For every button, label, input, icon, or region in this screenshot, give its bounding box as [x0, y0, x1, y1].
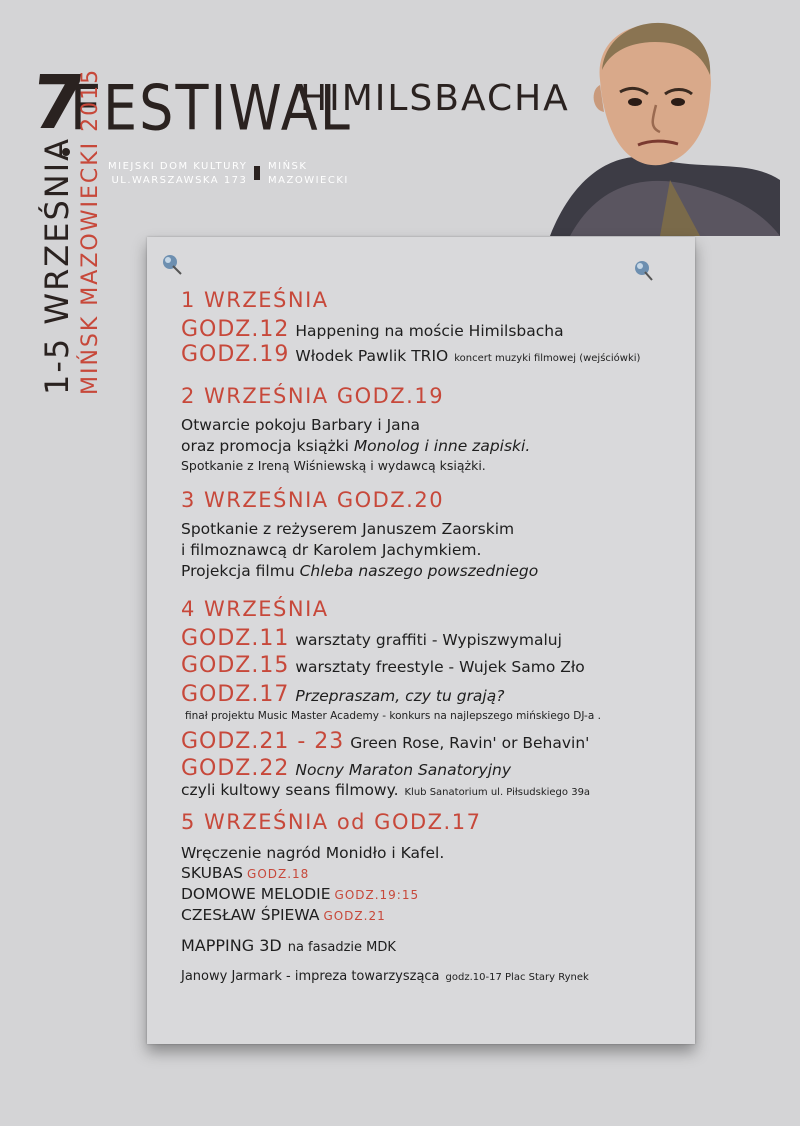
venue-city: [268, 160, 349, 188]
event-line: Otwarcie pokoju Barbary i Jana: [181, 416, 421, 434]
event-line: Spotkanie z reżyserem Januszem Zaorskim: [181, 520, 515, 538]
event-time: GODZ.21: [323, 909, 386, 923]
event-text: oraz promocja książki: [181, 437, 354, 455]
venue-street: UL.WARSZAWSKA 173: [111, 175, 248, 186]
event-row: [181, 864, 675, 882]
day1-title: 1 WRZEŚNIA: [181, 288, 329, 312]
program-sheet: [147, 237, 695, 1044]
vertical-dates: 1-5 WRZEŚNIA: [38, 136, 76, 395]
event-row: [181, 342, 675, 367]
event-time: GODZ.17: [181, 682, 290, 707]
day4-title: 4 WRZEŚNIA: [181, 597, 329, 621]
festival-word: FESTIWAL: [70, 72, 352, 145]
portrait-illustration: [540, 10, 780, 236]
day3-title: 3 WRZEŚNIA GODZ.20: [181, 488, 445, 512]
artist-name: CZESŁAW ŚPIEWA: [181, 906, 320, 924]
day5-title: 5 WRZEŚNIA od GODZ.17: [181, 810, 482, 834]
pushpin-icon: [631, 259, 655, 283]
venue-city-line2: MAZOWIECKI: [268, 175, 349, 186]
event-note: finał projektu Music Master Academy - konkurs na najlepszego mińskiego DJ-a .: [185, 710, 601, 722]
jarmark-text: Janowy Jarmark - impreza towarzysząca: [181, 969, 440, 984]
event-row: [181, 317, 675, 342]
artist-name: DOMOWE MELODIE: [181, 885, 331, 903]
event-time: GODZ.18: [247, 867, 310, 881]
jarmark-row: [181, 969, 675, 984]
event-time: GODZ.11: [181, 626, 290, 651]
event-text: czyli kultowy seans filmowy.: [181, 781, 399, 799]
event-row: [181, 781, 675, 799]
event-time: GODZ.21 - 23: [181, 729, 345, 754]
event-row: [181, 885, 675, 903]
event-row: [181, 653, 675, 678]
event-text: Projekcja filmu: [181, 562, 300, 580]
film-title: Chleba naszego powszedniego: [299, 562, 539, 580]
artist-name: SKUBAS: [181, 864, 244, 882]
event-line: i filmoznawcą dr Karolem Jachymkiem.: [181, 541, 482, 559]
event-text: Nocny Maraton Sanatoryjny: [295, 761, 512, 779]
festival-number: 7: [27, 60, 89, 146]
vertical-city-year: MIŃSK MAZOWIECKI 2015: [78, 67, 103, 395]
event-row: [181, 626, 675, 651]
program-content: [181, 287, 675, 984]
mapping-title: MAPPING 3D: [181, 936, 282, 955]
event-text: Włodek Pawlik TRIO: [295, 347, 449, 365]
event-time: GODZ.15: [181, 653, 290, 678]
venue-separator: [254, 166, 260, 180]
jarmark-note: godz.10-17 Plac Stary Rynek: [445, 972, 589, 983]
venue-city-line1: MIŃSK: [268, 161, 308, 172]
event-line: [181, 436, 675, 457]
event-line: Wręczenie nagród Monidło i Kafel.: [181, 844, 445, 862]
event-text: warsztaty graffiti - Wypiszwymaluj: [295, 631, 562, 649]
book-title: Monolog i inne zapiski.: [353, 437, 531, 455]
event-row: [181, 906, 675, 924]
vertical-dates-block: [38, 68, 103, 395]
event-text: warsztaty freestyle - Wujek Samo Zło: [295, 658, 585, 676]
event-text: Happening na moście Himilsbacha: [295, 322, 564, 340]
event-row: [181, 682, 675, 707]
event-time: GODZ.12: [181, 317, 290, 342]
event-text: Green Rose, Ravin' or Behavin': [350, 734, 590, 752]
event-line: Spotkanie z Ireną Wiśniewską i wydawcą książki.: [181, 458, 486, 473]
venue-name: MIEJSKI DOM KULTURY: [108, 161, 248, 172]
venue-address: [108, 160, 247, 188]
mapping-row: [181, 936, 675, 955]
event-text: Przepraszam, czy tu grają?: [295, 687, 505, 705]
event-row: [181, 729, 675, 754]
event-time: GODZ.19: [181, 342, 290, 367]
day2-title: 2 WRZEŚNIA GODZ.19: [181, 384, 445, 408]
event-note: Klub Sanatorium ul. Piłsudskiego 39a: [404, 787, 591, 798]
event-note: koncert muzyki filmowej (wejściówki): [454, 353, 641, 364]
event-line: [181, 561, 675, 582]
event-time: GODZ.19:15: [334, 888, 420, 902]
event-time: GODZ.22: [181, 756, 290, 781]
mapping-text: na fasadzie MDK: [287, 940, 396, 955]
pushpin-icon: [161, 253, 185, 277]
event-row: [181, 756, 675, 781]
festival-name: HIMILSBACHA: [300, 78, 570, 119]
